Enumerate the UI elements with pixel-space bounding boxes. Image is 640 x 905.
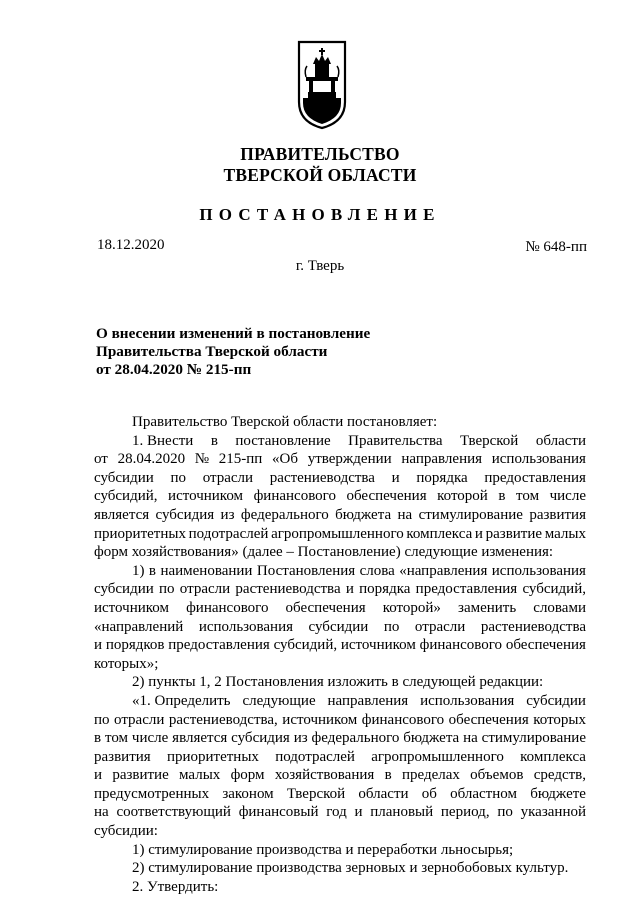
body-word: «направлений	[94, 618, 184, 635]
body-word: источником	[168, 488, 244, 505]
body-word: направления	[327, 692, 409, 709]
body-word: и	[345, 581, 354, 598]
body-word: является	[172, 730, 228, 747]
body-word: которой	[437, 488, 488, 505]
body-word: на	[94, 804, 109, 821]
body-word: слова	[359, 562, 395, 579]
body-word: Тверской	[460, 432, 519, 449]
body-word: финансового	[361, 711, 445, 728]
body-word: числе	[131, 730, 169, 747]
body-word: субсидия	[231, 730, 290, 747]
body-word: в	[148, 562, 157, 579]
body-word: словами	[533, 599, 586, 616]
body-word: 1)	[132, 562, 145, 579]
body-word: федерального	[311, 730, 400, 747]
body-word: бюджета	[403, 730, 460, 747]
body-word: предоставления	[484, 469, 586, 486]
document-city: г. Тверь	[295, 258, 345, 274]
body-word: следующие	[242, 692, 316, 709]
government-name-line1: ПРАВИТЕЛЬСТВО	[240, 144, 400, 164]
body-line: 2) пункты 1, 2 Постановления изложить в следующей редакции:	[132, 674, 544, 691]
body-word: в	[94, 730, 102, 747]
body-line	[94, 562, 586, 581]
body-word: 1. Внести	[132, 432, 194, 449]
body-word: растениеводства,	[168, 711, 278, 728]
body-word: 215-пп	[218, 451, 263, 468]
body-word: является	[94, 506, 150, 523]
body-word: по	[94, 711, 110, 728]
body-word: малых	[544, 525, 586, 542]
body-word: заменить	[458, 599, 517, 616]
body-word: Постановления	[256, 562, 356, 579]
body-word: от	[94, 451, 108, 468]
body-line: 2. Утвердить:	[132, 878, 219, 895]
body-line	[94, 803, 586, 822]
body-word: том	[516, 488, 540, 505]
body-word: растениеводства	[269, 469, 375, 486]
body-word: развития	[94, 748, 151, 765]
body-line	[94, 450, 586, 469]
body-word: средств,	[533, 767, 586, 784]
body-line: 1) стимулирование производства и переработки льносырья;	[132, 841, 514, 858]
body-word: по	[170, 469, 186, 486]
body-word: федерального	[240, 506, 329, 523]
body-word: приоритетных	[94, 525, 186, 542]
body-line	[94, 785, 586, 804]
body-word: по	[497, 804, 513, 821]
body-word: плановый	[370, 804, 434, 821]
body-word: стимулирование	[418, 506, 523, 523]
body-word: области	[358, 785, 409, 802]
body-word: и	[94, 637, 103, 654]
government-name-line2: ТВЕРСКОЙ ОБЛАСТИ	[223, 165, 417, 185]
body-word: порядка	[359, 581, 411, 598]
body-word: из	[220, 506, 235, 523]
body-word: агропромышленного	[271, 525, 404, 542]
body-line: которых»;	[94, 655, 159, 672]
body-word: использования	[491, 451, 586, 468]
body-line	[94, 525, 586, 544]
body-line	[94, 506, 586, 525]
body-word: субсидии	[308, 618, 369, 635]
body-line: Правительство Тверской области постановляет:	[132, 414, 438, 430]
body-word: малых	[179, 767, 221, 784]
body-word: источником	[94, 599, 169, 616]
body-word: в	[210, 432, 218, 449]
tver-coat-of-arms-icon	[297, 40, 347, 130]
body-word: законом	[222, 785, 274, 802]
body-word: комплекса	[406, 525, 473, 542]
subject-line: Правительства Тверской области	[96, 343, 328, 360]
body-word: отрасли	[114, 711, 165, 728]
body-word: растениеводства	[480, 618, 586, 635]
body-word: финансовый	[238, 804, 319, 821]
body-word: финансового	[186, 599, 269, 616]
body-line	[94, 580, 586, 599]
body-word: использования	[198, 618, 294, 635]
body-word: и	[94, 767, 103, 784]
body-word: обеспечения	[505, 637, 586, 654]
body-word: отрасли	[414, 618, 466, 635]
body-word: Правительства	[348, 432, 443, 449]
body-line: 2) стимулирование производства зерновых и зернобобовых культур.	[132, 860, 569, 877]
body-word: подотраслей	[188, 525, 269, 542]
body-word: использования	[491, 562, 586, 579]
body-line	[94, 618, 586, 637]
body-word: развитие	[112, 767, 169, 784]
body-word: областном	[450, 785, 517, 802]
body-word: развития	[529, 506, 586, 523]
body-word: субсидий,	[273, 637, 338, 654]
body-word: по	[159, 581, 175, 598]
body-word: субсидия	[155, 506, 215, 523]
body-word: и	[474, 525, 483, 542]
body-word: финансового	[419, 637, 503, 654]
body-word: на	[463, 730, 478, 747]
body-word: предоставления	[168, 637, 270, 654]
body-word: субсидии	[526, 692, 586, 709]
body-word: источником	[282, 711, 358, 728]
body-word: обеспечения	[448, 711, 529, 728]
body-word: год	[326, 804, 347, 821]
body-word: комплекса	[520, 748, 586, 765]
body-word: наименовании	[160, 562, 253, 579]
body-word: «направления	[399, 562, 488, 579]
body-word: которых	[533, 711, 586, 728]
body-word: по	[383, 618, 400, 635]
body-word: объемов	[470, 767, 524, 784]
body-word: №	[194, 451, 210, 468]
body-line	[94, 692, 586, 711]
body-word: отрасли	[202, 469, 254, 486]
body-word: агропромышленного	[371, 748, 504, 765]
body-word: том	[104, 730, 129, 747]
body-word: Тверской	[286, 785, 346, 802]
body-line	[94, 432, 586, 451]
body-word: указанной	[520, 804, 586, 821]
document-subject	[96, 325, 370, 379]
body-word: «1. Определить	[132, 692, 231, 709]
body-word: в	[498, 488, 506, 505]
subject-line: О внесении изменений в постановление	[96, 325, 371, 342]
body-line	[94, 487, 586, 506]
body-word: предусмотренных	[94, 785, 210, 802]
subject-line: от 28.04.2020 № 215-пп	[96, 361, 252, 378]
document-body	[94, 413, 586, 896]
body-line	[94, 766, 586, 785]
body-word: числе	[549, 488, 586, 505]
body-line	[94, 711, 586, 730]
body-word: обеспечения	[285, 599, 366, 616]
body-word: из	[293, 730, 308, 747]
body-word: порядка	[416, 469, 468, 486]
body-word: 28.04.2020	[117, 451, 186, 468]
body-word: хозяйствования	[274, 767, 375, 784]
body-line: субсидии:	[94, 823, 158, 840]
body-word: об	[421, 785, 437, 802]
body-word: стимулирование	[481, 730, 586, 747]
body-word: субсидии	[94, 469, 154, 486]
body-word: бюджете	[530, 785, 586, 802]
body-word: использования	[420, 692, 515, 709]
body-word: отрасли	[179, 581, 231, 598]
body-line	[94, 729, 586, 748]
document-type: ПОСТАНОВЛЕНИЕ	[199, 205, 441, 224]
body-word: финансового	[253, 488, 336, 505]
body-word: в	[384, 767, 392, 784]
body-word: направления	[401, 451, 483, 468]
body-word: которой»	[382, 599, 441, 616]
body-word: пределах	[401, 767, 460, 784]
body-word: источником	[340, 637, 416, 654]
body-word: приоритетных	[166, 748, 259, 765]
body-line	[94, 748, 586, 767]
body-word: бюджета	[335, 506, 392, 523]
body-word: период,	[440, 804, 490, 821]
body-word: форм	[230, 767, 265, 784]
body-line	[94, 599, 586, 618]
body-word: постановление	[235, 432, 331, 449]
document-number: № 648-пп	[525, 239, 587, 255]
body-word: развитие	[485, 525, 543, 542]
body-word: растениеводства	[235, 581, 341, 598]
body-word: субсидии	[94, 581, 154, 598]
body-line: форм хозяйствования» (далее – Постановление) следующие изменения:	[94, 544, 554, 561]
body-line	[94, 636, 586, 655]
body-word: «Об	[272, 451, 299, 468]
body-word: и	[354, 804, 363, 821]
body-word: на	[397, 506, 413, 523]
body-word: утверждении	[307, 451, 392, 468]
document-date: 18.12.2020	[97, 237, 165, 253]
body-word: субсидий,	[94, 488, 158, 505]
body-word: подотраслей	[275, 748, 355, 765]
body-word: субсидий,	[522, 581, 586, 598]
body-word: соответствующий	[116, 804, 231, 821]
body-word: области	[535, 432, 586, 449]
body-word: предоставления	[415, 581, 518, 598]
body-word: обеспечения	[346, 488, 427, 505]
body-word: порядков	[105, 637, 165, 654]
body-word: и	[391, 469, 400, 486]
body-line	[94, 469, 586, 488]
